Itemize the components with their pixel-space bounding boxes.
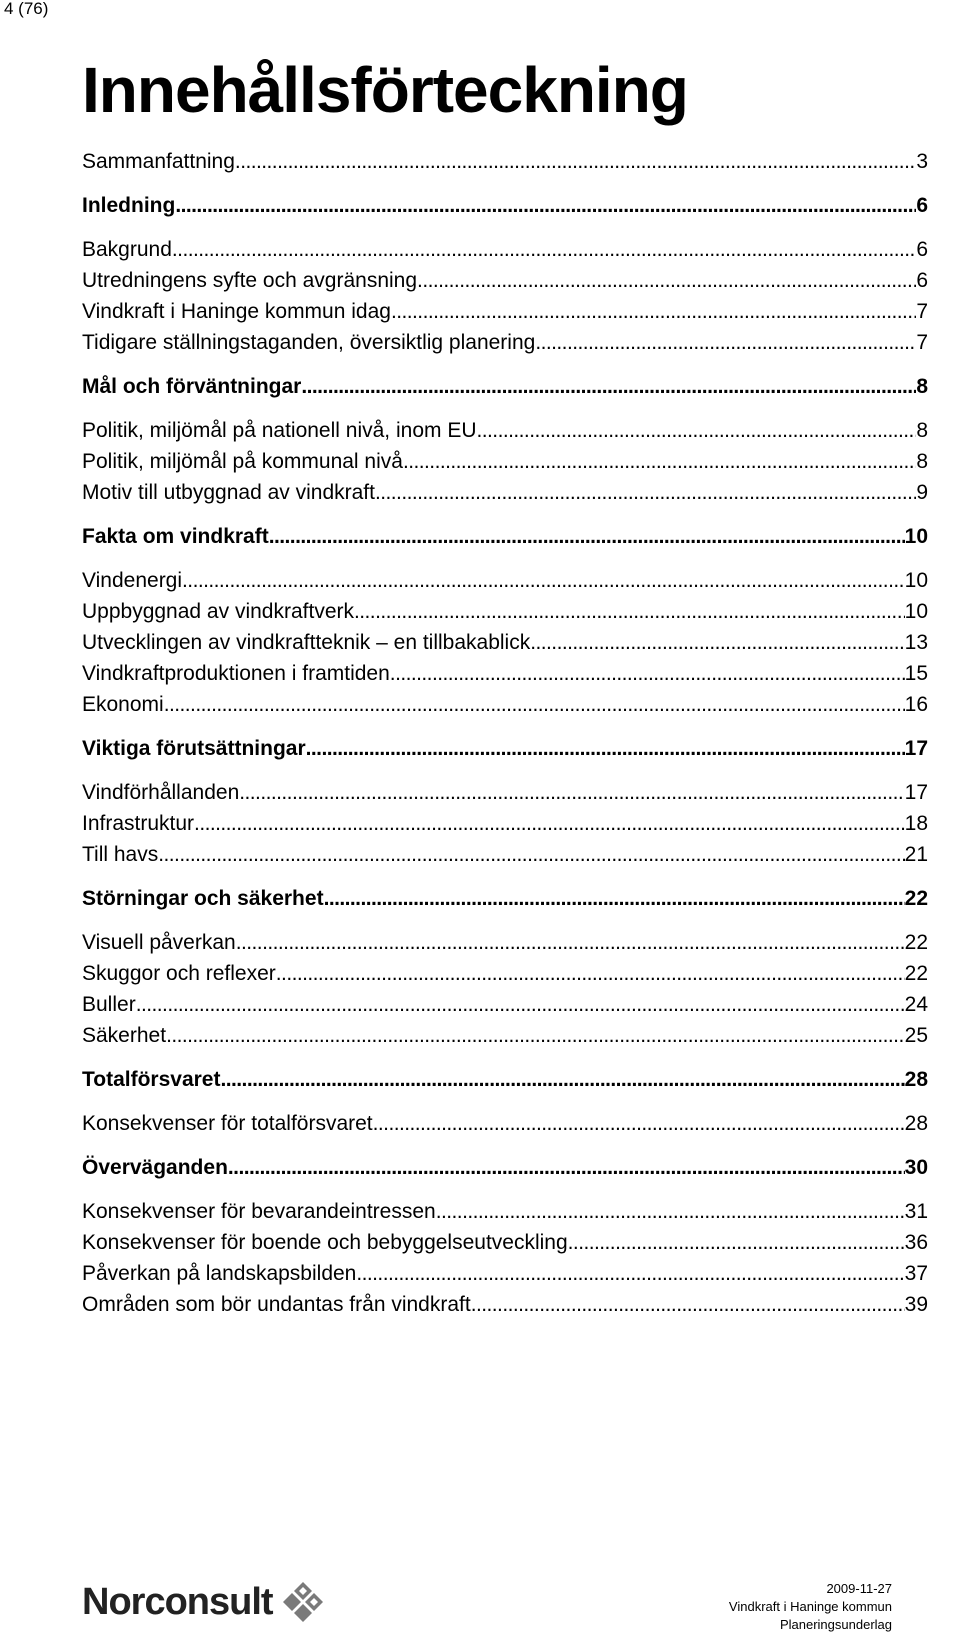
toc-section-entry[interactable]: [82, 962, 928, 993]
toc-entry-title: Konsekvenser för bevarandeintressen: [82, 1200, 436, 1223]
logo-text: Norconsult: [82, 1580, 273, 1623]
toc-entry-page: 8: [916, 419, 928, 442]
toc-entry-title: Tidigare ställningstaganden, översiktlig planering: [82, 331, 536, 354]
toc-section-entry[interactable]: [82, 1262, 928, 1293]
toc-leader-dots: [477, 419, 917, 443]
toc-entry-title: Vindkraft i Haninge kommun idag: [82, 300, 391, 323]
toc-section-entry[interactable]: [82, 450, 928, 481]
toc-entry-page: 13: [904, 631, 928, 654]
toc-entry-title: Sammanfattning: [82, 150, 235, 173]
table-of-contents: [82, 150, 928, 1324]
toc-entry-page: 36: [904, 1231, 928, 1254]
toc-entry-title: Utredningens syfte och avgränsning: [82, 269, 418, 292]
toc-entry-page: 25: [904, 1024, 928, 1047]
toc-entry-page: 17: [904, 737, 928, 760]
toc-entry-page: 3: [916, 150, 928, 173]
toc-entry-title: Vindförhållanden: [82, 781, 240, 804]
toc-section-entry[interactable]: [82, 812, 928, 843]
toc-entry-page: 22: [904, 962, 928, 985]
toc-entry-page: 17: [904, 781, 928, 804]
toc-section-entry[interactable]: [82, 600, 928, 631]
toc-section-entry[interactable]: [82, 631, 928, 662]
toc-entry-page: 8: [916, 450, 928, 473]
toc-chapter-entry[interactable]: [82, 525, 928, 556]
toc-entry-title: Fakta om vindkraft: [82, 525, 269, 548]
footer-info: [729, 1580, 892, 1634]
toc-leader-dots: [324, 887, 905, 911]
toc-section-entry[interactable]: [82, 150, 928, 181]
toc-section-entry[interactable]: [82, 331, 928, 362]
toc-entry-title: Politik, miljömål på kommunal nivå: [82, 450, 403, 473]
toc-section-entry[interactable]: [82, 662, 928, 693]
toc-entry-title: Politik, miljömål på nationell nivå, inom EU: [82, 419, 477, 442]
toc-section-entry[interactable]: [82, 1200, 928, 1231]
toc-entry-page: 7: [916, 331, 928, 354]
toc-leader-dots: [375, 481, 916, 505]
toc-entry-title: Områden som bör undantas från vindkraft: [82, 1293, 471, 1316]
toc-chapter-entry[interactable]: [82, 887, 928, 918]
toc-leader-dots: [172, 238, 916, 262]
toc-entry-title: Uppbyggnad av vindkraftverk: [82, 600, 354, 623]
toc-leader-dots: [236, 931, 905, 955]
toc-leader-dots: [354, 600, 905, 624]
toc-entry-page: 24: [904, 993, 928, 1016]
toc-entry-title: Buller: [82, 993, 136, 1016]
toc-section-entry[interactable]: [82, 1024, 928, 1055]
toc-leader-dots: [182, 569, 905, 593]
toc-leader-dots: [373, 1112, 905, 1136]
toc-leader-dots: [471, 1293, 905, 1317]
toc-entry-page: 16: [904, 693, 928, 716]
toc-entry-title: Störningar och säkerhet: [82, 887, 324, 910]
toc-entry-page: 6: [916, 269, 928, 292]
toc-leader-dots: [228, 1156, 905, 1180]
toc-entry-title: Mål och förväntningar: [82, 375, 302, 398]
toc-entry-title: Konsekvenser för boende och bebyggelseutveckling: [82, 1231, 568, 1254]
toc-entry-title: Inledning: [82, 194, 176, 217]
toc-leader-dots: [403, 450, 916, 474]
toc-chapter-entry[interactable]: [82, 194, 928, 225]
toc-leader-dots: [158, 843, 904, 867]
toc-leader-dots: [269, 525, 905, 549]
toc-entry-page: 31: [904, 1200, 928, 1223]
toc-entry-page: 10: [904, 600, 928, 623]
toc-chapter-entry[interactable]: [82, 1156, 928, 1187]
toc-leader-dots: [235, 150, 916, 174]
toc-chapter-entry[interactable]: [82, 1068, 928, 1099]
toc-entry-title: Motiv till utbyggnad av vindkraft: [82, 481, 375, 504]
toc-entry-title: Viktiga förutsättningar: [82, 737, 306, 760]
toc-entry-title: Bakgrund: [82, 238, 172, 261]
toc-leader-dots: [391, 300, 916, 324]
toc-chapter-entry[interactable]: [82, 737, 928, 768]
toc-entry-title: Påverkan på landskapsbilden: [82, 1262, 357, 1285]
toc-section-entry[interactable]: [82, 300, 928, 331]
toc-section-entry[interactable]: [82, 1231, 928, 1262]
toc-section-entry[interactable]: [82, 781, 928, 812]
toc-entry-title: Vindenergi: [82, 569, 183, 592]
toc-entry-page: 37: [904, 1262, 928, 1285]
toc-section-entry[interactable]: [82, 993, 928, 1024]
toc-entry-page: 6: [916, 194, 928, 217]
toc-entry-title: Utvecklingen av vindkraftteknik – en tillbakablick: [82, 631, 531, 654]
toc-leader-dots: [220, 1068, 904, 1092]
toc-leader-dots: [568, 1231, 905, 1255]
toc-leader-dots: [356, 1262, 904, 1286]
toc-chapter-entry[interactable]: [82, 375, 928, 406]
toc-entry-page: 21: [904, 843, 928, 866]
toc-entry-title: Till havs: [82, 843, 159, 866]
toc-section-entry[interactable]: [82, 238, 928, 269]
toc-entry-page: 9: [916, 481, 928, 504]
norconsult-diamond-icon: [281, 1580, 325, 1624]
toc-section-entry[interactable]: [82, 419, 928, 450]
toc-entry-title: Säkerhet: [82, 1024, 167, 1047]
toc-section-entry[interactable]: [82, 569, 928, 600]
toc-section-entry[interactable]: [82, 481, 928, 512]
toc-leader-dots: [239, 781, 904, 805]
toc-leader-dots: [417, 269, 916, 293]
toc-leader-dots: [390, 662, 905, 686]
toc-entry-title: Totalförsvaret: [82, 1068, 221, 1091]
toc-entry-page: 28: [904, 1112, 928, 1135]
toc-section-entry[interactable]: [82, 1293, 928, 1324]
toc-entry-page: 15: [904, 662, 928, 685]
toc-entry-title: Konsekvenser för totalförsvaret: [82, 1112, 373, 1135]
toc-leader-dots: [306, 737, 905, 761]
footer-doc-type: Planeringsunderlag: [779, 1617, 892, 1632]
toc-entry-title: Skuggor och reflexer: [82, 962, 276, 985]
toc-leader-dots: [276, 962, 905, 986]
toc-entry-title: Infrastruktur: [82, 812, 195, 835]
toc-section-entry[interactable]: [82, 843, 928, 874]
toc-leader-dots: [530, 631, 904, 655]
toc-entry-page: 30: [904, 1156, 928, 1179]
footer-project: Vindkraft i Haninge kommun: [728, 1599, 892, 1614]
toc-leader-dots: [436, 1200, 905, 1224]
toc-section-entry[interactable]: [82, 693, 928, 724]
toc-entry-page: 22: [904, 931, 928, 954]
toc-entry-page: 22: [904, 887, 928, 910]
toc-entry-page: 18: [904, 812, 928, 835]
toc-leader-dots: [301, 375, 916, 399]
toc-entry-page: 10: [904, 525, 928, 548]
toc-entry-page: 8: [916, 375, 928, 398]
toc-leader-dots: [194, 812, 905, 836]
toc-leader-dots: [175, 194, 916, 218]
company-logo: [82, 1580, 325, 1624]
toc-section-entry[interactable]: [82, 269, 928, 300]
toc-section-entry[interactable]: [82, 931, 928, 962]
page-title: Innehållsförteckning: [82, 54, 688, 126]
toc-entry-title: Vindkraftproduktionen i framtiden: [82, 662, 390, 685]
toc-entry-title: Ekonomi: [82, 693, 164, 716]
toc-entry-page: 28: [904, 1068, 928, 1091]
page-number: 4 (76): [4, 0, 49, 18]
toc-entry-title: Överväganden: [82, 1156, 228, 1179]
toc-leader-dots: [535, 331, 916, 355]
footer-date: 2009-11-27: [826, 1581, 892, 1596]
toc-entry-page: 10: [904, 569, 928, 592]
toc-leader-dots: [166, 1024, 905, 1048]
toc-leader-dots: [164, 693, 905, 717]
toc-section-entry[interactable]: [82, 1112, 928, 1143]
toc-entry-page: 7: [916, 300, 928, 323]
toc-leader-dots: [136, 993, 905, 1017]
toc-entry-page: 6: [916, 238, 928, 261]
toc-entry-page: 39: [904, 1293, 928, 1316]
toc-entry-title: Visuell påverkan: [82, 931, 236, 954]
